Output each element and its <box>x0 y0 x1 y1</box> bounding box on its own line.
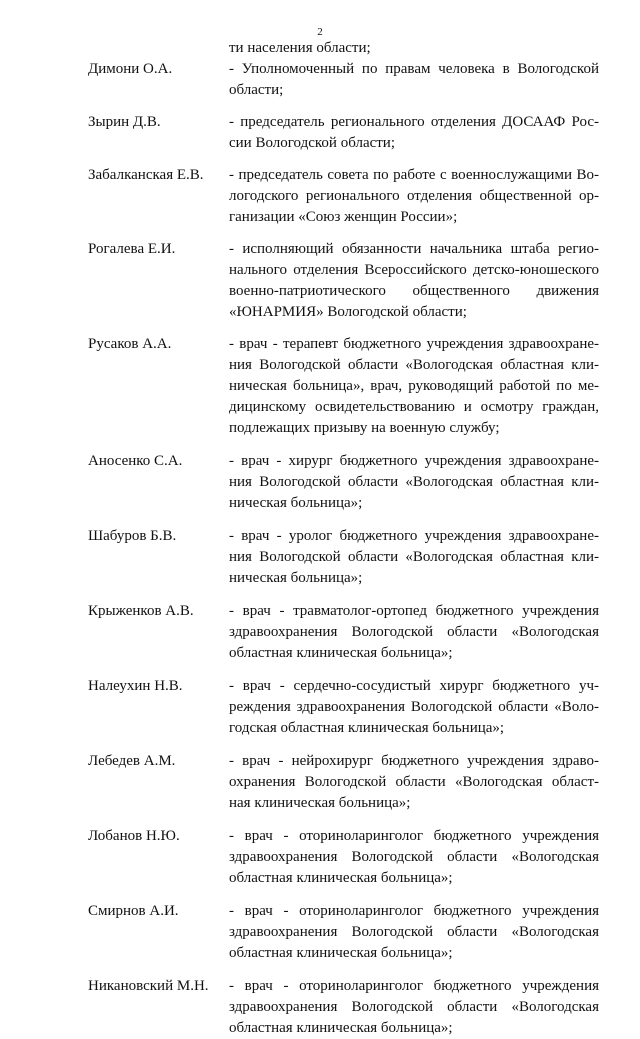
role-line: ния Вологодской области «Вологодская областная кли- <box>229 549 599 565</box>
page-number: 2 <box>317 26 323 38</box>
member-entry <box>0 59 640 101</box>
member-entry <box>0 826 640 889</box>
member-name: Налеухин Н.В. <box>88 678 183 694</box>
role-line: областная клиническая больница»; <box>229 945 453 961</box>
role-line: подлежащих призыву на военную службу; <box>229 420 500 436</box>
member-role <box>229 976 599 1039</box>
member-name: Зырин Д.В. <box>88 114 161 130</box>
member-name: Лобанов Н.Ю. <box>88 828 180 844</box>
role-line: дицинскому освидетельствованию и осмотру граждан, <box>229 399 599 415</box>
role-line: области; <box>229 82 284 98</box>
document-body <box>0 38 640 1039</box>
member-role <box>229 901 599 964</box>
member-entry <box>0 526 640 589</box>
role-line: здравоохранения Вологодской области «Вологодская <box>229 849 599 865</box>
member-name: Забалканская Е.В. <box>88 167 204 183</box>
role-line: ния Вологодской области «Вологодская областная кли- <box>229 474 599 490</box>
member-name: Крыженков А.В. <box>88 603 194 619</box>
member-role <box>229 112 599 154</box>
member-name: Никановский М.Н. <box>88 978 209 994</box>
role-line: - исполняющий обязанности начальника штаба регио- <box>229 241 599 257</box>
role-line: - врач - уролог бюджетного учреждения здравоохране- <box>229 528 599 544</box>
role-line: - врач - хирург бюджетного учреждения здравоохране- <box>229 453 599 469</box>
role-line: - врач - терапевт бюджетного учреждения здравоохране- <box>229 336 599 352</box>
role-line: «ЮНАРМИЯ» Вологодской области; <box>229 304 467 320</box>
member-entry <box>0 112 640 154</box>
member-role <box>229 601 599 664</box>
role-line: сии Вологодской области; <box>229 135 396 151</box>
role-line: ная клиническая больница»; <box>229 795 411 811</box>
member-name: Рогалева Е.И. <box>88 241 176 257</box>
role-line: здравоохранения Вологодской области «Вологодская <box>229 999 599 1015</box>
member-entry <box>0 901 640 964</box>
role-line: ническая больница»; <box>229 570 363 586</box>
role-line: годская областная клиническая больница»; <box>229 720 505 736</box>
member-role <box>229 676 599 739</box>
role-line: - председатель совета по работе с военнослужащими Во- <box>229 167 599 183</box>
role-line: нального отделения Всероссийского детско-юношеского <box>229 262 599 278</box>
member-entry <box>0 751 640 814</box>
member-list <box>0 59 640 1039</box>
member-role <box>229 451 599 514</box>
continuation-line: ти населения области; <box>229 40 371 56</box>
member-entry <box>0 451 640 514</box>
role-line: здравоохранения Вологодской области «Вологодская <box>229 624 599 640</box>
role-line: ническая больница»; <box>229 495 363 511</box>
role-line: - председатель регионального отделения ДОСААФ Рос- <box>229 114 599 130</box>
member-role <box>229 239 599 323</box>
member-role <box>229 826 599 889</box>
role-line: - врач - травматолог-ортопед бюджетного учреждения <box>229 603 599 619</box>
role-line: военно-патриотического общественного движения <box>229 283 599 299</box>
member-role <box>229 526 599 589</box>
role-line: здравоохранения Вологодской области «Вологодская <box>229 924 599 940</box>
member-name: Шабуров Б.В. <box>88 528 177 544</box>
role-line: - врач - оториноларинголог бюджетного учреждения <box>229 828 599 844</box>
member-entry <box>0 165 640 228</box>
member-entry <box>0 676 640 739</box>
member-entry <box>0 976 640 1039</box>
member-role <box>229 59 599 101</box>
member-role <box>229 751 599 814</box>
role-line: охранения Вологодской области «Вологодская област- <box>229 774 599 790</box>
member-entry <box>0 334 640 439</box>
member-name: Лебедев А.М. <box>88 753 176 769</box>
member-role <box>229 334 599 439</box>
role-line: - врач - нейрохирург бюджетного учреждения здраво- <box>229 753 599 769</box>
role-line: ния Вологодской области «Вологодская областная кли- <box>229 357 599 373</box>
member-name: Аносенко С.А. <box>88 453 183 469</box>
member-name: Смирнов А.И. <box>88 903 179 919</box>
role-line: - врач - оториноларинголог бюджетного учреждения <box>229 903 599 919</box>
member-entry <box>0 601 640 664</box>
role-line: областная клиническая больница»; <box>229 1020 453 1036</box>
role-line: ническая больница», врач, руководящий работой по ме- <box>229 378 599 394</box>
member-entry <box>0 239 640 323</box>
role-line: - врач - сердечно-сосудистый хирург бюджетного уч- <box>229 678 599 694</box>
role-line: областная клиническая больница»; <box>229 645 453 661</box>
role-line: - врач - оториноларинголог бюджетного учреждения <box>229 978 599 994</box>
role-line: логодского регионального отделения общественной ор- <box>229 188 599 204</box>
role-line: - Уполномоченный по правам человека в Вологодской <box>229 61 599 77</box>
member-name: Русаков А.А. <box>88 336 172 352</box>
role-line: реждения здравоохранения Вологодской области «Воло- <box>229 699 599 715</box>
role-line: ганизации «Союз женщин России»; <box>229 209 458 225</box>
role-line: областная клиническая больница»; <box>229 870 453 886</box>
member-name: Димони О.А. <box>88 61 173 77</box>
member-role <box>229 165 599 228</box>
